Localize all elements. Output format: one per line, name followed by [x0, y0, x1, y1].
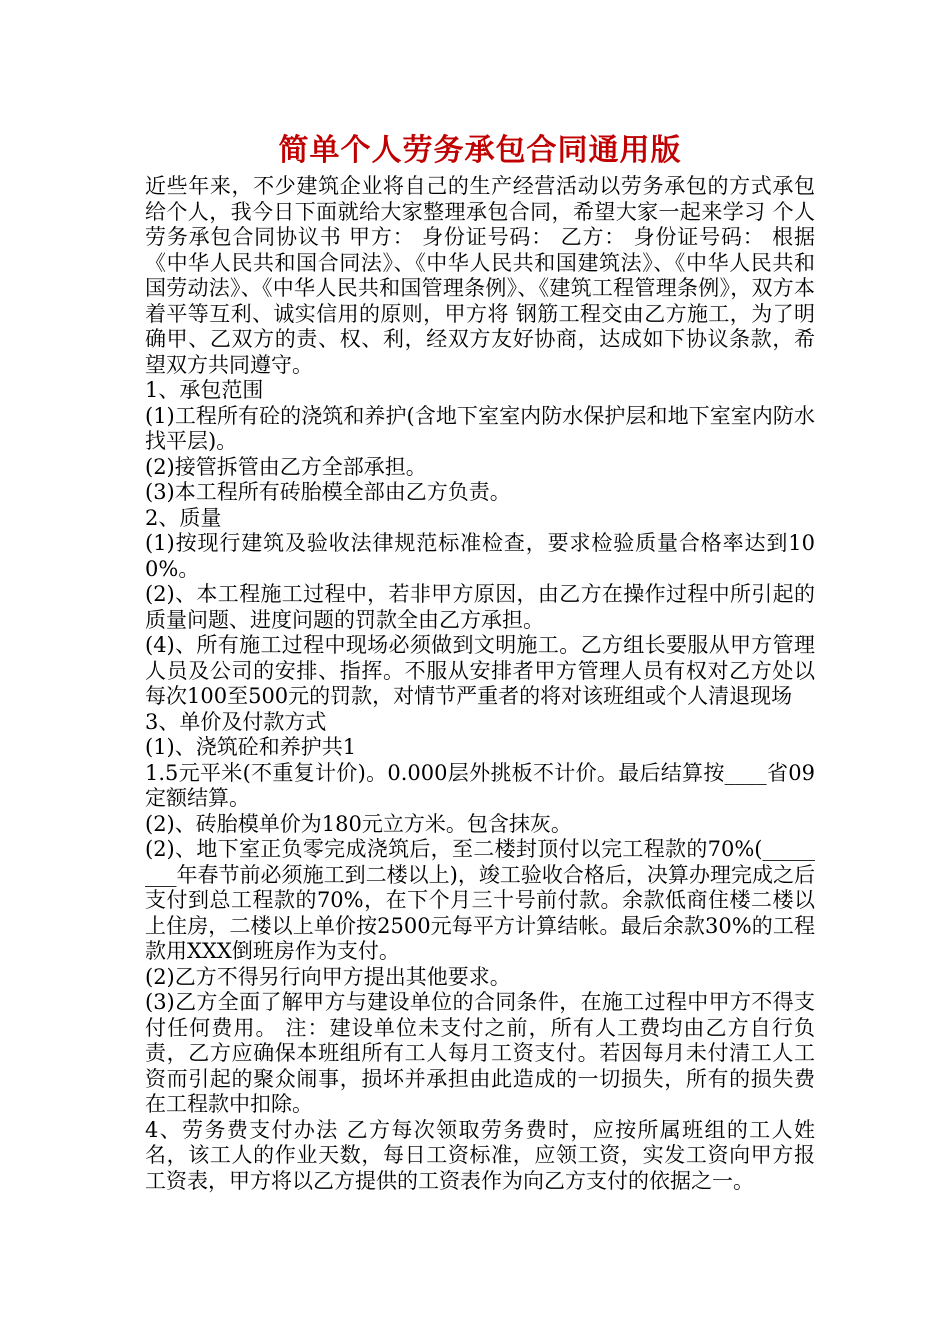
intro-paragraph: 近些年来，不少建筑企业将自己的生产经营活动以劳务承包的方式承包给个人，我今日下面就给大家整理承包合同，希望大家一起来学习 个人劳务承包合同协议书 甲方： 身份证号码： 乙方： 身份证号码： 根据《中华人民共和国合同法》、《中华人民共和国建筑法》、《中华人民共和国劳动法》、《中华人民共和国管理条例》、《建筑工程管理条例》，双方本着平等互利、诚实信用的原则，甲方将 钢筋工程交由乙方施工，为了明确甲、乙双方的责、权、利，经双方友好协商，达成如下协议条款，希望双方共同遵守。 — [145, 174, 815, 377]
clause-quality-4: (4)、所有施工过程中现场必须做到文明施工。乙方组长要服从甲方管理人员及公司的安排、指挥。不服从安排者甲方管理人员有权对乙方处以每次100至500元的罚款，对情节严重者的将对该班组或个人清退现场 — [145, 633, 815, 708]
section-heading-quality: 2、质量 — [145, 505, 222, 530]
clause-price-1-cont: 1.5元平米(不重复计价)。0.000层外挑板不计价。最后结算按____省09定额结算。 — [145, 760, 815, 810]
clause-price-1: (1)、浇筑砼和养护共1 — [145, 735, 357, 759]
clause-price-2b: (2)、地下室正负零完成浇筑后，至二楼封顶付以完工程款的70%(________年春节前必须施工到二楼以上)，竣工验收合格后，决算办理完成之后支付到总工程款的70%，在下个月三十号前付款。余款低商住楼二楼以上住房，二楼以上单价按2500元每平方计算结帐。最后余款30%的工程款用XXX倒班房作为支付。 — [145, 837, 815, 963]
document-page — [145, 130, 815, 1194]
clause-quality-2: (2)、本工程施工过程中，若非甲方原因，由乙方在操作过程中所引起的质量问题、进度问题的罚款全由乙方承担。 — [145, 582, 815, 632]
section-heading-scope: 1、承包范围 — [145, 378, 264, 402]
clause-scope-2: (2)接管拆管由乙方全部承担。 — [145, 454, 427, 479]
document-title: 简单个人劳务承包合同通用版 — [278, 133, 682, 168]
clause-quality-1: (1)按现行建筑及验收法律规范标准检查，要求检验质量合格率达到100%。 — [145, 531, 815, 581]
clause-scope-1: (1)工程所有砼的浇筑和养护(含地下室室内防水保护层和地下室室内防水找平层)。 — [145, 403, 815, 453]
section-heading-price: 3、单价及付款方式 — [145, 709, 327, 734]
clause-price-3: (3)乙方全面了解甲方与建设单位的合同条件，在施工过程中甲方不得支付任何费用。 注：建设单位未支付之前，所有人工费均由乙方自行负责，乙方应确保本班组所有工人每月工资支付。若因每月未付清工人工资而引起的聚众闹事，损坏并承担由此造成的一切损失，所有的损失费在工程款中扣除。 — [145, 990, 815, 1116]
clause-price-2c: (2)乙方不得另行向甲方提出其他要求。 — [145, 964, 511, 989]
clause-scope-3: (3)本工程所有砖胎模全部由乙方负责。 — [145, 480, 511, 504]
clause-price-2: (2)、砖胎模单价为180元立方米。包含抹灰。 — [145, 811, 572, 836]
section-labor-payment: 4、劳务费支付办法 乙方每次领取劳务费时，应按所属班组的工人姓名，该工人的作业天数，每日工资标准，应领工资，实发工资向甲方报工资表，甲方将以乙方提供的工资表作为向乙方支付的依据之一。 — [145, 1117, 815, 1193]
